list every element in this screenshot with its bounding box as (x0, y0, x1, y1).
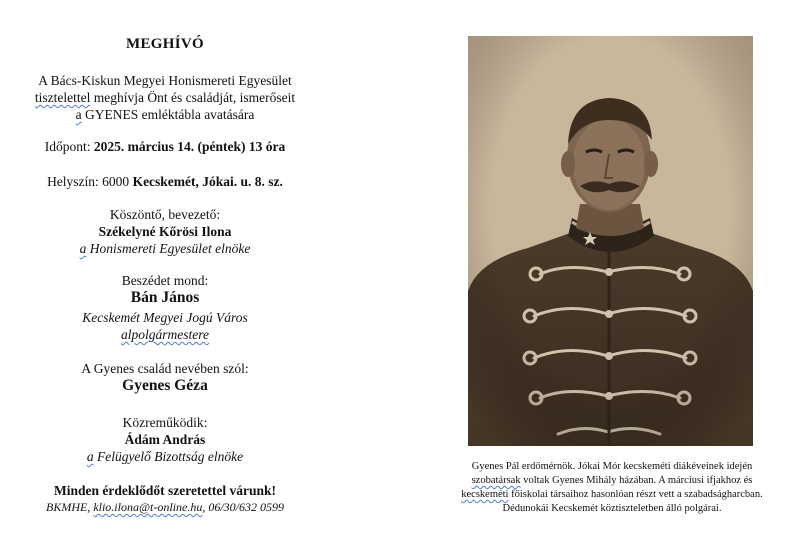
time-label: Időpont: (44, 139, 94, 154)
caption-line-2 (432, 474, 792, 488)
intro-line-2 (0, 89, 330, 106)
intro-line-3-text: GYENES emléktábla avatására (81, 107, 255, 122)
invitation-intro (0, 72, 330, 123)
contrib-role-article: a (86, 449, 94, 464)
caption-line-3-word: kecskeméti (461, 489, 509, 500)
family-name: Gyenes Géza (122, 377, 208, 394)
greeting-role-text: Honismereti Egyesület elnöke (86, 241, 251, 256)
caption-line-2-word: szobatársak (471, 475, 521, 486)
portrait-illustration (468, 36, 753, 446)
intro-line-2-text: meghívja Önt és családját, ismerőseit (90, 90, 296, 105)
contrib-role-text: Felügyelő Bizottság elnöke (93, 449, 244, 464)
greeting-name: Székelyné Kőrösi Ilona (98, 224, 232, 239)
caption-line-3 (432, 488, 792, 502)
contact-line (0, 499, 330, 516)
greeting-role (0, 240, 330, 257)
place-label: Helyszín: 6000 (47, 174, 133, 189)
portrait-photo (468, 36, 753, 446)
contact-org: BKMHE, (45, 500, 94, 514)
speech-role-1: Kecskemét Megyei Jogú Város (82, 310, 248, 325)
contact-email: klio.ilona@t-online.hu (93, 500, 203, 514)
intro-article: a (75, 107, 82, 122)
intro-line-3 (0, 106, 330, 123)
invitation-panel (0, 0, 330, 536)
greeting-label: Köszöntő, bevezető: (109, 207, 221, 222)
photo-caption (432, 460, 792, 516)
place-value: Kecskemét, Jókai. u. 8. sz. (132, 174, 283, 189)
speech-name: Bán János (130, 289, 200, 306)
contrib-name: Ádám András (124, 432, 206, 447)
caption-line-4: Dédunokái Kecskemét köztiszteletben álló polgárai. (502, 503, 722, 514)
intro-line-1: A Bács-Kiskun Megyei Honismereti Egyesület (38, 73, 292, 88)
contrib-label: Közreműködik: (122, 415, 208, 430)
caption-line-2-text: voltak Gyenes Mihály házában. A márciusi ifjakhoz és (520, 475, 753, 486)
time-value: 2025. március 14. (péntek) 13 óra (93, 139, 286, 154)
speech-role-2 (0, 326, 330, 343)
contact-phone: , 06/30/632 0599 (202, 500, 285, 514)
event-place (0, 173, 330, 190)
caption-line-1: Gyenes Pál erdőmérnök. Jókai Mór kecskeméti diákéveinek idején (471, 461, 753, 472)
contrib-role (0, 448, 330, 465)
family-label: A Gyenes család nevében szól: (81, 361, 249, 376)
greeting-role-article: a (79, 241, 87, 256)
speech-label: Beszédet mond: (121, 273, 209, 288)
intro-spellcheck-word: tisztelettel (34, 90, 91, 105)
speech-role-2-text: alpolgármestere (121, 327, 209, 342)
closing-line: Minden érdeklődőt szeretettel várunk! (53, 483, 277, 498)
invitation-title: MEGHÍVÓ (126, 36, 204, 52)
event-time (0, 138, 330, 155)
caption-line-3-text: főiskolai társaihoz hasonlóan részt vett a szabadságharcban. (508, 489, 763, 500)
